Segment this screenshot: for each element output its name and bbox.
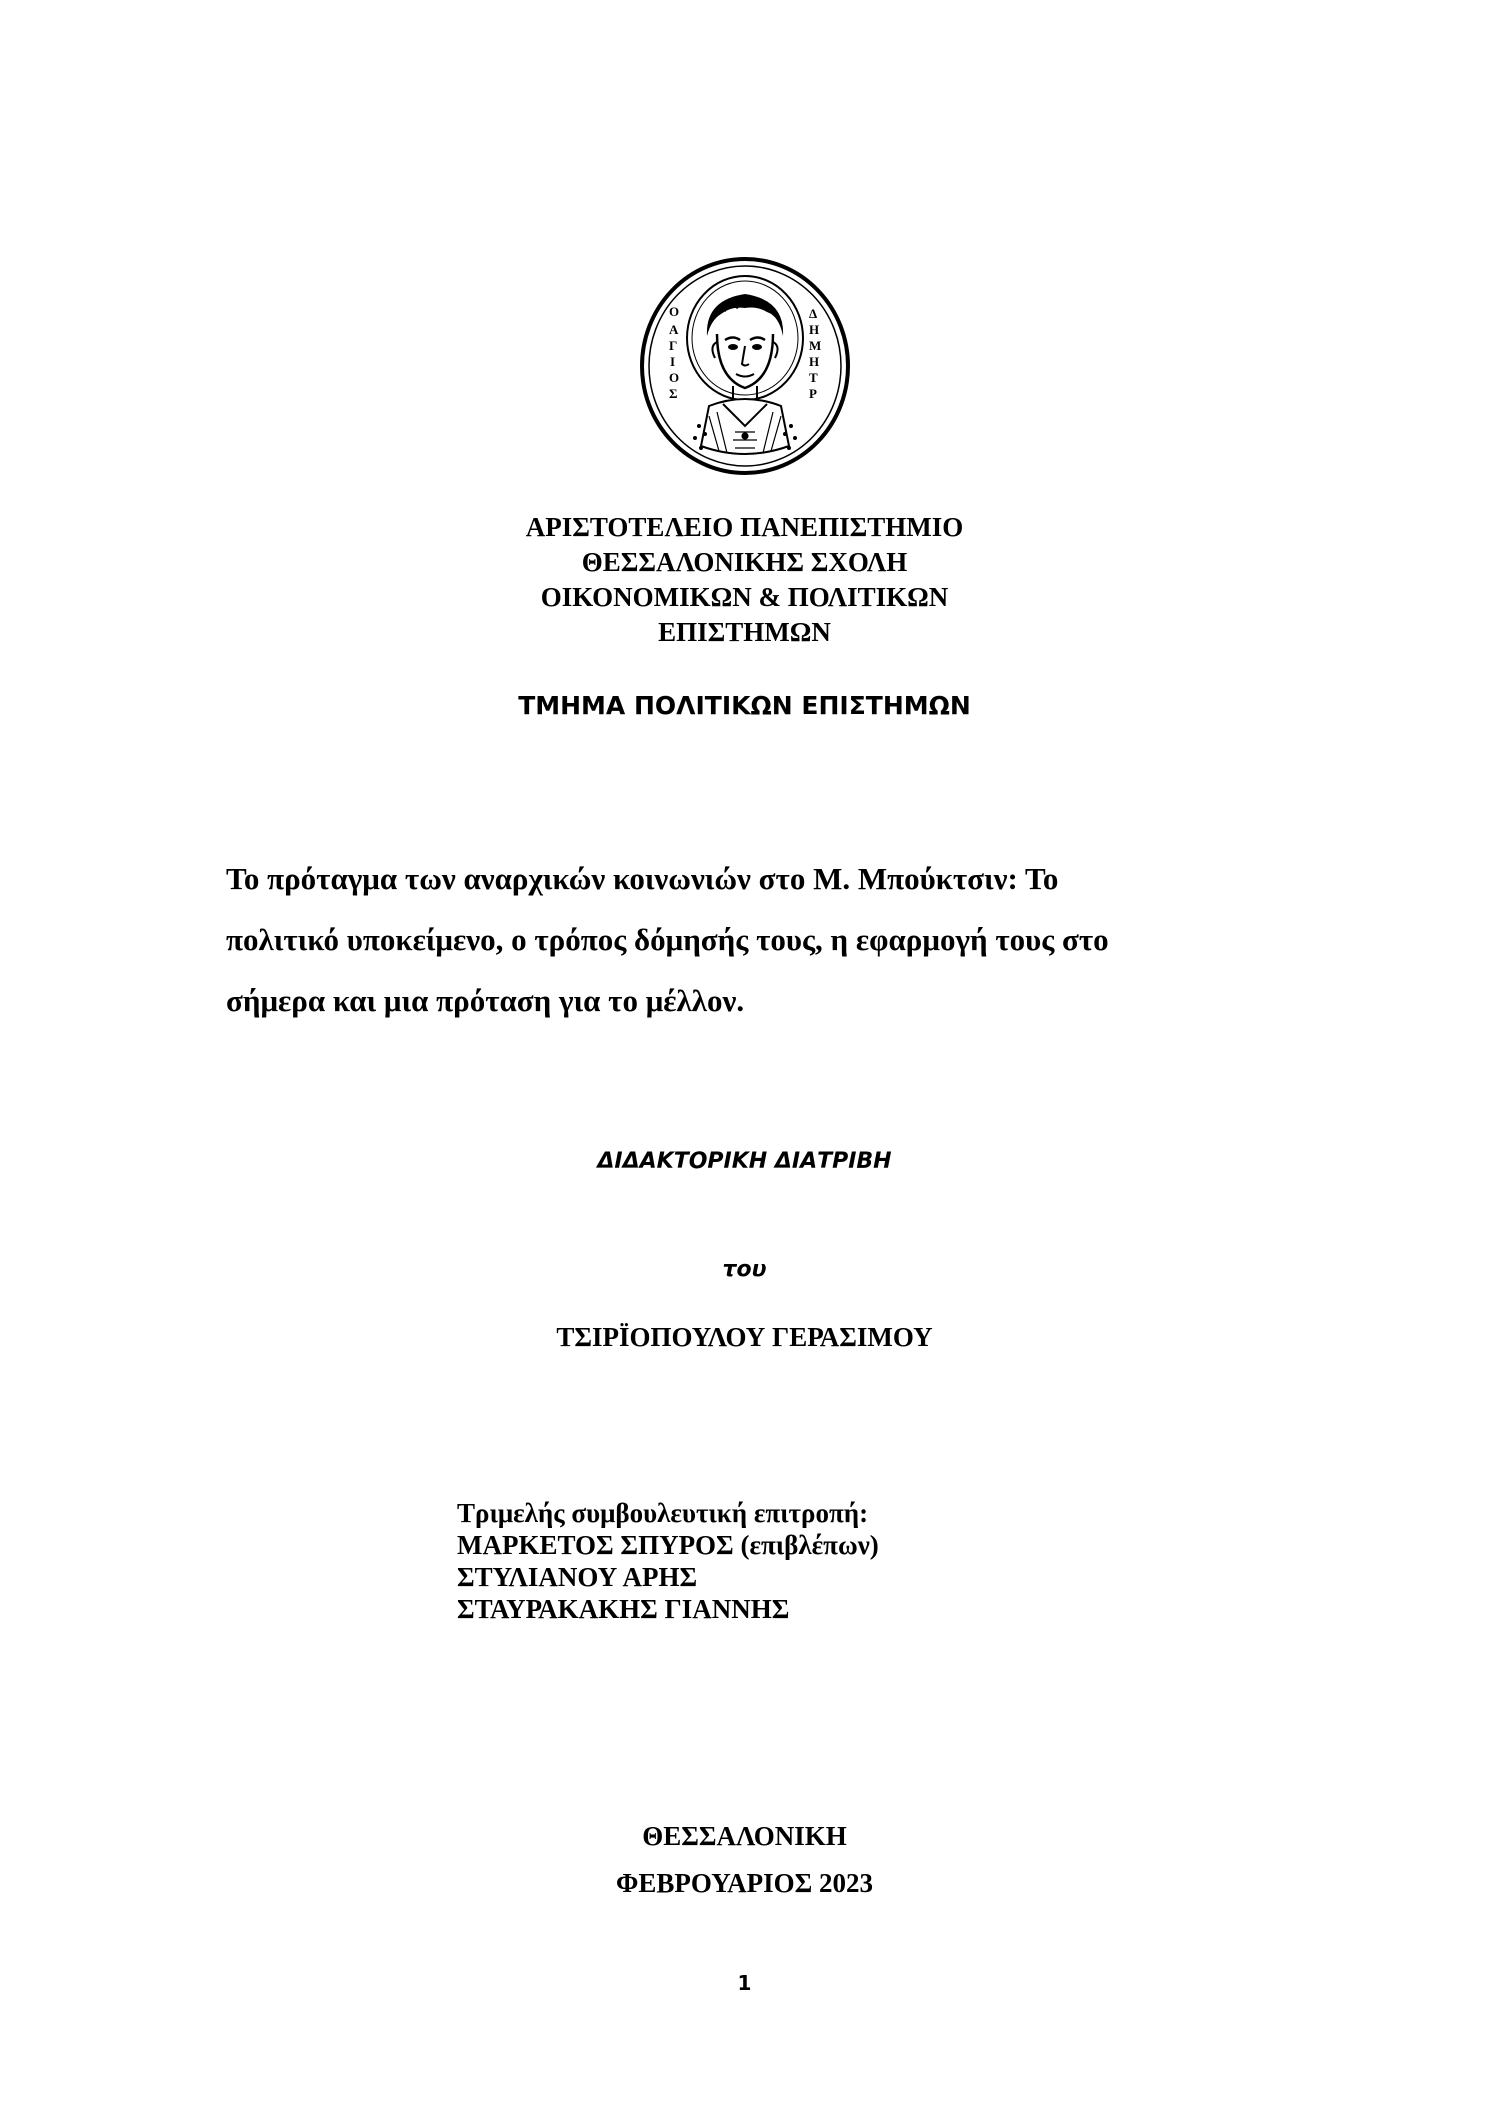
svg-text:Σ: Σ — [669, 386, 678, 401]
svg-text:Μ: Μ — [809, 338, 822, 353]
svg-text:Η: Η — [809, 354, 820, 369]
place: ΘΕΣΣΑΛΟΝΙΚΗ — [642, 1821, 847, 1851]
advisory-committee — [457, 1497, 1157, 1625]
svg-text:Ι: Ι — [670, 354, 676, 369]
svg-text:Ο: Ο — [669, 304, 680, 319]
university-line: ΑΡΙΣΤΟΤΕΛΕΙΟ ΠΑΝΕΠΙΣΤΗΜΙΟ — [525, 512, 964, 542]
committee-member: ΜΑΡΚΕΤΟΣ ΣΠΥΡΟΣ (επιβλέπων) — [457, 1530, 879, 1560]
university-name — [0, 510, 1489, 650]
committee-heading: Τριμελής συμβουλευτική επιτροπή: — [457, 1498, 869, 1528]
university-line: ΟΙΚΟΝΟΜΙΚΩΝ & ΠΟΛΙΤΙΚΩΝ — [540, 582, 949, 612]
svg-text:Ρ: Ρ — [809, 386, 817, 401]
svg-text:Τ: Τ — [809, 370, 818, 385]
department-name: ΤΜΗΜΑ ΠΟΛΙΤΙΚΩΝ ΕΠΙΣΤΗΜΩΝ — [518, 691, 971, 720]
svg-text:Η: Η — [809, 322, 820, 337]
university-line: ΕΠΙΣΤΗΜΩΝ — [658, 617, 831, 647]
thesis-title-line: πολιτικό υποκείμενο, ο τρόπος δόμησής τους, η εφαρμογή τους στο — [226, 922, 1109, 957]
svg-text:Γ: Γ — [669, 338, 678, 353]
committee-member: ΣΤΑΥΡΑΚΑΚΗΣ ΓΙΑΝΝΗΣ — [457, 1594, 790, 1624]
author-preposition: του — [722, 1257, 767, 1282]
date: ΦΕΒΡΟΥΑΡΙΟΣ 2023 — [616, 1868, 873, 1898]
svg-text:Α: Α — [669, 322, 679, 337]
thesis-title-line: σήμερα και μια πρόταση για το μέλλον. — [226, 983, 745, 1018]
document-type: ΔΙΔΑΚΤΟΡΙΚΗ ΔΙΑΤΡΙΒΗ — [597, 1149, 892, 1174]
thesis-title-line: Το πρόταγμα των αναρχικών κοινωνιών στο Μ. Μπούκτσιν: Το — [226, 861, 1059, 896]
university-seal-icon — [639, 256, 851, 476]
svg-text:Ο: Ο — [669, 370, 680, 385]
thesis-title — [226, 848, 1286, 1031]
svg-text:Δ: Δ — [809, 306, 818, 321]
committee-member: ΣΤΥΛΙΑΝΟΥ ΑΡΗΣ — [457, 1562, 698, 1592]
university-line: ΘΕΣΣΑΛΟΝΙΚΗΣ ΣΧΟΛΗ — [581, 547, 908, 577]
author-name: ΤΣΙΡΪΟΠΟΥΛΟΥ ΓΕΡΑΣΙΜΟΥ — [556, 1322, 933, 1352]
page-number: 1 — [737, 1971, 752, 1995]
